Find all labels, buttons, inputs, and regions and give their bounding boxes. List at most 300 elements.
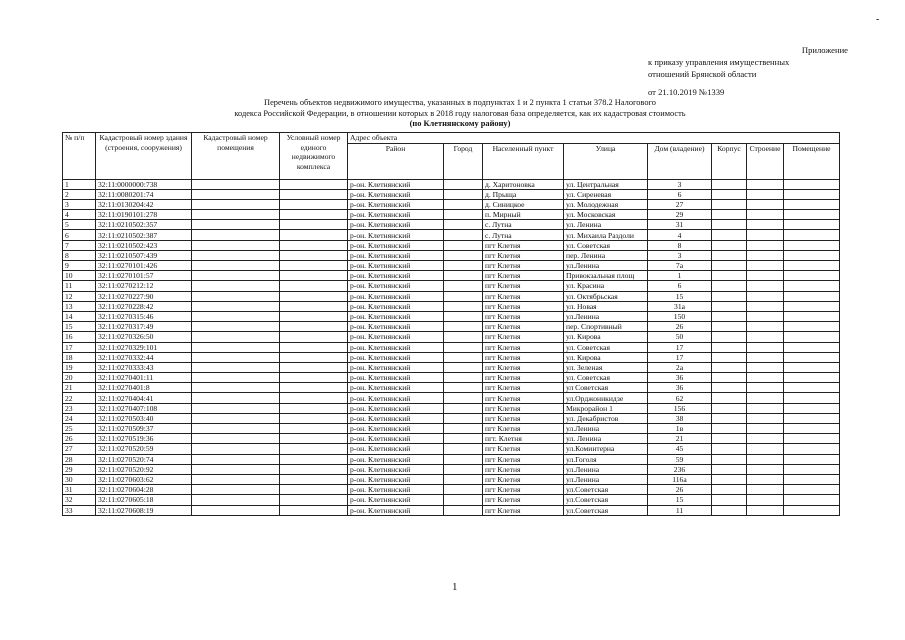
cell-pomeshenie	[784, 474, 840, 484]
cell-row-number: 12	[63, 291, 96, 301]
cell-city	[444, 393, 483, 403]
cell-complex-number	[280, 413, 348, 423]
cell-korpus	[712, 413, 747, 423]
cell-city	[444, 495, 483, 505]
header-building-cadastral: Кадастровый номер здания (строения, сооружения)	[96, 133, 192, 180]
cell-korpus	[712, 373, 747, 383]
cell-building-cadastral: 32:11:0270509:37	[96, 424, 192, 434]
table-row	[63, 485, 840, 495]
cell-building-cadastral: 32:11:0270333:43	[96, 362, 192, 372]
table-row	[63, 332, 840, 342]
cell-locality: д. Харитоновка	[483, 179, 564, 189]
cell-stroenie	[747, 281, 784, 291]
cell-complex-number	[280, 444, 348, 454]
cell-building-cadastral: 32:11:0130204:42	[96, 199, 192, 209]
table-row	[63, 424, 840, 434]
cell-stroenie	[747, 352, 784, 362]
cell-locality: пгт Клетня	[483, 444, 564, 454]
cell-locality: пгт Клетня	[483, 413, 564, 423]
cell-stroenie	[747, 291, 784, 301]
cell-korpus	[712, 474, 747, 484]
cell-house: 3	[648, 250, 712, 260]
cell-city	[444, 332, 483, 342]
cell-pomeshenie	[784, 291, 840, 301]
cell-city	[444, 342, 483, 352]
cell-stroenie	[747, 444, 784, 454]
cell-locality: пгт Клетня	[483, 505, 564, 515]
table-row	[63, 352, 840, 362]
cell-street: Микрорайон 1	[564, 403, 648, 413]
cell-house: 31а	[648, 301, 712, 311]
cell-room-cadastral	[192, 230, 280, 240]
cell-row-number: 15	[63, 322, 96, 332]
cell-stroenie	[747, 413, 784, 423]
cell-row-number: 10	[63, 271, 96, 281]
cell-pomeshenie	[784, 464, 840, 474]
cell-korpus	[712, 495, 747, 505]
cell-house: 116а	[648, 474, 712, 484]
cell-stroenie	[747, 189, 784, 199]
cell-house: 27	[648, 199, 712, 209]
cell-street: ул.Коминтерна	[564, 444, 648, 454]
table-row	[63, 179, 840, 189]
cell-korpus	[712, 261, 747, 271]
header-city: Город	[444, 143, 483, 179]
cell-pomeshenie	[784, 444, 840, 454]
cell-room-cadastral	[192, 444, 280, 454]
cell-city	[444, 220, 483, 230]
cell-house: 26	[648, 485, 712, 495]
cell-house: 6	[648, 281, 712, 291]
cell-city	[444, 373, 483, 383]
cell-city	[444, 362, 483, 372]
cell-city	[444, 424, 483, 434]
cell-district: р-он. Клетнянский	[348, 485, 444, 495]
cell-house: 15	[648, 291, 712, 301]
cell-pomeshenie	[784, 220, 840, 230]
cell-stroenie	[747, 301, 784, 311]
table-row	[63, 291, 840, 301]
cell-district: р-он. Клетнянский	[348, 444, 444, 454]
table-row	[63, 220, 840, 230]
table-row	[63, 261, 840, 271]
cell-row-number: 9	[63, 261, 96, 271]
cell-stroenie	[747, 342, 784, 352]
cell-district: р-он. Клетнянский	[348, 189, 444, 199]
cell-room-cadastral	[192, 383, 280, 393]
cell-district: р-он. Клетнянский	[348, 220, 444, 230]
cell-complex-number	[280, 454, 348, 464]
table-row	[63, 495, 840, 505]
cell-row-number: 21	[63, 383, 96, 393]
table-row	[63, 342, 840, 352]
cell-house: 4	[648, 230, 712, 240]
cell-pomeshenie	[784, 495, 840, 505]
cell-stroenie	[747, 393, 784, 403]
cell-row-number: 5	[63, 220, 96, 230]
cell-building-cadastral: 32:11:0270101:426	[96, 261, 192, 271]
cell-locality: пгт Клетня	[483, 342, 564, 352]
cell-korpus	[712, 179, 747, 189]
cell-locality: пгт Клетня	[483, 393, 564, 403]
cell-korpus	[712, 210, 747, 220]
cell-house: 17	[648, 342, 712, 352]
cell-stroenie	[747, 362, 784, 372]
cell-district: р-он. Клетнянский	[348, 373, 444, 383]
cell-district: р-он. Клетнянский	[348, 424, 444, 434]
cell-korpus	[712, 220, 747, 230]
cell-building-cadastral: 32:11:0270520:59	[96, 444, 192, 454]
table-row	[63, 281, 840, 291]
cell-building-cadastral: 32:11:0270603:62	[96, 474, 192, 484]
cell-complex-number	[280, 485, 348, 495]
cell-korpus	[712, 485, 747, 495]
cell-district: р-он. Клетнянский	[348, 271, 444, 281]
appendix-date-line: от 21.10.2019 №1339	[648, 87, 725, 97]
cell-complex-number	[280, 332, 348, 342]
cell-locality: пгт Клетня	[483, 301, 564, 311]
cell-stroenie	[747, 474, 784, 484]
table-row	[63, 250, 840, 260]
cell-row-number: 22	[63, 393, 96, 403]
cell-row-number: 11	[63, 281, 96, 291]
cell-district: р-он. Клетнянский	[348, 261, 444, 271]
cell-room-cadastral	[192, 342, 280, 352]
table-row	[63, 383, 840, 393]
cell-city	[444, 250, 483, 260]
title-line-2: кодекса Российской Федерации, в отношении которых в 2018 году налоговая база определяется, как их кадастровая стоимость	[234, 108, 686, 118]
cell-building-cadastral: 32:11:0210502:357	[96, 220, 192, 230]
cell-complex-number	[280, 220, 348, 230]
cell-pomeshenie	[784, 485, 840, 495]
cell-street: ул.Ленина	[564, 311, 648, 321]
table-row	[63, 454, 840, 464]
cell-street: ул.Орджоникидзе	[564, 393, 648, 403]
cell-pomeshenie	[784, 454, 840, 464]
cell-stroenie	[747, 424, 784, 434]
table-row	[63, 189, 840, 199]
cell-complex-number	[280, 240, 348, 250]
table-row	[63, 403, 840, 413]
table-row	[63, 362, 840, 372]
table-row	[63, 311, 840, 321]
cell-street: ул. Октябрьская	[564, 291, 648, 301]
cell-street: ул.Советская	[564, 505, 648, 515]
cell-district: р-он. Клетнянский	[348, 199, 444, 209]
cell-locality: п. Мирный	[483, 210, 564, 220]
cell-house: 1	[648, 271, 712, 281]
table-row	[63, 301, 840, 311]
header-num: № п/п	[63, 133, 96, 180]
cell-stroenie	[747, 240, 784, 250]
cell-locality: пгт Клетня	[483, 495, 564, 505]
cell-locality: пгт Клетня	[483, 311, 564, 321]
cell-row-number: 25	[63, 424, 96, 434]
cell-district: р-он. Клетнянский	[348, 210, 444, 220]
cell-korpus	[712, 454, 747, 464]
cell-street: ул. Молодежная	[564, 199, 648, 209]
cell-street: ул. Новая	[564, 301, 648, 311]
cell-building-cadastral: 32:11:0270520:92	[96, 464, 192, 474]
cell-house: 50	[648, 332, 712, 342]
cell-district: р-он. Клетнянский	[348, 352, 444, 362]
cell-pomeshenie	[784, 362, 840, 372]
cell-city	[444, 291, 483, 301]
cell-city	[444, 311, 483, 321]
header-district: Район	[348, 143, 444, 179]
cell-pomeshenie	[784, 250, 840, 260]
cell-room-cadastral	[192, 271, 280, 281]
cell-locality: пгт Клетня	[483, 373, 564, 383]
cell-stroenie	[747, 332, 784, 342]
table-row	[63, 393, 840, 403]
cell-locality: пгт Клетня	[483, 403, 564, 413]
cell-locality: пгт Клетня	[483, 362, 564, 372]
cell-room-cadastral	[192, 332, 280, 342]
cell-stroenie	[747, 434, 784, 444]
cell-korpus	[712, 311, 747, 321]
cell-city	[444, 474, 483, 484]
cell-room-cadastral	[192, 485, 280, 495]
cell-complex-number	[280, 362, 348, 372]
cell-pomeshenie	[784, 342, 840, 352]
cell-room-cadastral	[192, 505, 280, 515]
cell-house: 8	[648, 240, 712, 250]
cell-pomeshenie	[784, 393, 840, 403]
cell-house: 21	[648, 434, 712, 444]
cell-locality: д. Синицкое	[483, 199, 564, 209]
cell-room-cadastral	[192, 189, 280, 199]
cell-row-number: 31	[63, 485, 96, 495]
cell-korpus	[712, 505, 747, 515]
cell-row-number: 27	[63, 444, 96, 454]
cell-district: р-он. Клетнянский	[348, 240, 444, 250]
table-body	[63, 179, 840, 515]
cell-pomeshenie	[784, 352, 840, 362]
cell-district: р-он. Клетнянский	[348, 383, 444, 393]
header-street: Улица	[564, 143, 648, 179]
cell-street: ул. Красина	[564, 281, 648, 291]
table-row	[63, 434, 840, 444]
cell-city	[444, 281, 483, 291]
cell-pomeshenie	[784, 210, 840, 220]
cell-house: 1в	[648, 424, 712, 434]
cell-city	[444, 434, 483, 444]
header-pomeshenie: Помещение	[784, 143, 840, 179]
cell-room-cadastral	[192, 281, 280, 291]
header-house: Дом (владение)	[648, 143, 712, 179]
cell-street: ул.Ленина	[564, 424, 648, 434]
cell-district: р-он. Клетнянский	[348, 230, 444, 240]
cell-locality: пгт Клетня	[483, 271, 564, 281]
cell-city	[444, 261, 483, 271]
cell-stroenie	[747, 210, 784, 220]
table-row	[63, 199, 840, 209]
cell-room-cadastral	[192, 199, 280, 209]
cell-stroenie	[747, 505, 784, 515]
cell-house: 7а	[648, 261, 712, 271]
cell-street: ул.Советская	[564, 495, 648, 505]
cell-room-cadastral	[192, 311, 280, 321]
cell-building-cadastral: 32:11:0210507:439	[96, 250, 192, 260]
appendix-order-line: к приказу управления имущественных	[648, 57, 790, 67]
page-number: 1	[452, 581, 458, 593]
table-row	[63, 322, 840, 332]
cell-district: р-он. Клетнянский	[348, 179, 444, 189]
cell-row-number: 24	[63, 413, 96, 423]
cell-locality: пгт Клетня	[483, 291, 564, 301]
cell-complex-number	[280, 261, 348, 271]
cell-row-number: 8	[63, 250, 96, 260]
cell-building-cadastral: 32:11:0210502:387	[96, 230, 192, 240]
cell-street: пер. Ленина	[564, 250, 648, 260]
cell-room-cadastral	[192, 454, 280, 464]
cell-building-cadastral: 32:11:0270315:46	[96, 311, 192, 321]
cell-room-cadastral	[192, 495, 280, 505]
cell-pomeshenie	[784, 424, 840, 434]
header-stroenie: Строение	[747, 143, 784, 179]
cell-locality: пгт Клетня	[483, 383, 564, 393]
cell-district: р-он. Клетнянский	[348, 332, 444, 342]
appendix-title: Приложение	[801, 45, 848, 55]
cell-stroenie	[747, 230, 784, 240]
cell-complex-number	[280, 424, 348, 434]
cell-complex-number	[280, 301, 348, 311]
cell-complex-number	[280, 495, 348, 505]
cell-row-number: 23	[63, 403, 96, 413]
cell-street: ул.Гоголя	[564, 454, 648, 464]
cell-pomeshenie	[784, 373, 840, 383]
cell-korpus	[712, 240, 747, 250]
cell-district: р-он. Клетнянский	[348, 393, 444, 403]
cell-pomeshenie	[784, 199, 840, 209]
cell-pomeshenie	[784, 271, 840, 281]
cell-street: ул. Сиреневая	[564, 189, 648, 199]
cell-room-cadastral	[192, 373, 280, 383]
cell-city	[444, 383, 483, 393]
cell-pomeshenie	[784, 383, 840, 393]
cell-building-cadastral: 32:11:0270404:41	[96, 393, 192, 403]
cell-complex-number	[280, 281, 348, 291]
cell-row-number: 17	[63, 342, 96, 352]
cell-korpus	[712, 250, 747, 260]
cell-house: 6	[648, 189, 712, 199]
cell-stroenie	[747, 454, 784, 464]
cell-row-number: 26	[63, 434, 96, 444]
document-title	[150, 98, 770, 130]
cell-complex-number	[280, 311, 348, 321]
cell-building-cadastral: 32:11:0190101:278	[96, 210, 192, 220]
cell-stroenie	[747, 220, 784, 230]
cell-house: 31	[648, 220, 712, 230]
cell-room-cadastral	[192, 301, 280, 311]
cell-complex-number	[280, 271, 348, 281]
cell-locality: пгт Клетня	[483, 240, 564, 250]
title-district: (по Клетнянскому району)	[409, 119, 511, 128]
cell-pomeshenie	[784, 311, 840, 321]
cell-locality: пгт Клетня	[483, 464, 564, 474]
cell-building-cadastral: 32:11:0270503:40	[96, 413, 192, 423]
cell-pomeshenie	[784, 261, 840, 271]
table-row	[63, 240, 840, 250]
cell-row-number: 29	[63, 464, 96, 474]
cell-row-number: 33	[63, 505, 96, 515]
cell-district: р-он. Клетнянский	[348, 342, 444, 352]
cell-house: 38	[648, 413, 712, 423]
cell-stroenie	[747, 485, 784, 495]
cell-district: р-он. Клетнянский	[348, 454, 444, 464]
cell-room-cadastral	[192, 210, 280, 220]
cell-row-number: 18	[63, 352, 96, 362]
cell-pomeshenie	[784, 240, 840, 250]
cell-complex-number	[280, 342, 348, 352]
cell-house: 17	[648, 352, 712, 362]
cell-house: 2а	[648, 362, 712, 372]
cell-room-cadastral	[192, 352, 280, 362]
cell-complex-number	[280, 291, 348, 301]
cell-building-cadastral: 32:11:0270212:12	[96, 281, 192, 291]
cell-complex-number	[280, 352, 348, 362]
cell-house: 11	[648, 505, 712, 515]
cell-street: ул. Советская	[564, 240, 648, 250]
cell-district: р-он. Клетнянский	[348, 301, 444, 311]
cell-district: р-он. Клетнянский	[348, 250, 444, 260]
cell-street: ул. Зеленая	[564, 362, 648, 372]
cell-korpus	[712, 281, 747, 291]
cell-stroenie	[747, 322, 784, 332]
cell-building-cadastral: 32:11:0270608:19	[96, 505, 192, 515]
header-room-cadastral: Кадастровый номер помещения	[192, 133, 280, 180]
cell-room-cadastral	[192, 362, 280, 372]
cell-city	[444, 464, 483, 474]
cell-korpus	[712, 362, 747, 372]
cell-building-cadastral: 32:11:0270520:74	[96, 454, 192, 464]
table-row	[63, 210, 840, 220]
cell-stroenie	[747, 403, 784, 413]
cell-room-cadastral	[192, 240, 280, 250]
cell-korpus	[712, 403, 747, 413]
cell-district: р-он. Клетнянский	[348, 413, 444, 423]
cell-korpus	[712, 271, 747, 281]
cell-house: 29	[648, 210, 712, 220]
cell-stroenie	[747, 383, 784, 393]
cell-korpus	[712, 322, 747, 332]
property-table	[62, 132, 840, 516]
cell-pomeshenie	[784, 505, 840, 515]
appendix-block	[648, 44, 848, 98]
cell-district: р-он. Клетнянский	[348, 434, 444, 444]
cell-stroenie	[747, 495, 784, 505]
cell-stroenie	[747, 179, 784, 189]
cell-room-cadastral	[192, 393, 280, 403]
table-row	[63, 474, 840, 484]
cell-city	[444, 322, 483, 332]
cell-building-cadastral: 32:11:0270329:101	[96, 342, 192, 352]
cell-locality: д. Прыща	[483, 189, 564, 199]
cell-korpus	[712, 444, 747, 454]
table-row	[63, 230, 840, 240]
cell-korpus	[712, 230, 747, 240]
cell-complex-number	[280, 434, 348, 444]
cell-pomeshenie	[784, 179, 840, 189]
cell-city	[444, 199, 483, 209]
cell-district: р-он. Клетнянский	[348, 505, 444, 515]
cell-locality: пгт Клетня	[483, 485, 564, 495]
cell-building-cadastral: 32:11:0210502:423	[96, 240, 192, 250]
cell-street: Привокзальная площ	[564, 271, 648, 281]
cell-pomeshenie	[784, 332, 840, 342]
cell-room-cadastral	[192, 474, 280, 484]
